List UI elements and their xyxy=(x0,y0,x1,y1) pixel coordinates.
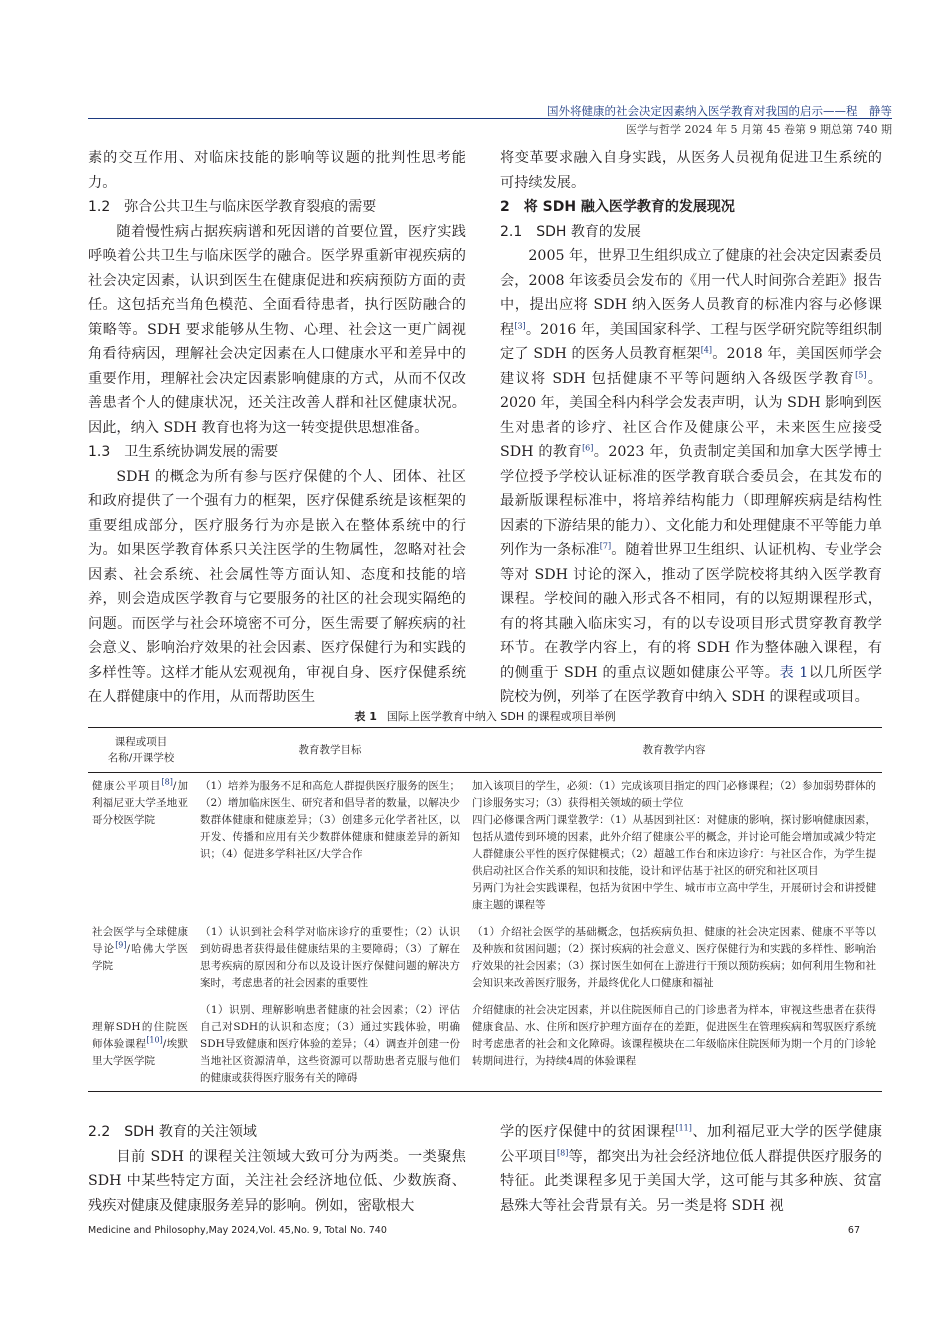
paragraph: 随着慢性病占据疾病谱和死因谱的首要位置，医疗实践呼唤着公共卫生与临床医学的融合。医学界重新审视疾病的社会决定因素，认识到医生在健康促进和疾病预防方面的责任。这包括充当角色模范、全面看待患者，执行医防融合的策略等。SDH 要求能够从生物、心理、社会这一更广阔视角看待病因，理解社会决定因素在人口健康水平和差异中的重要作用，理解社会决定因素影响健康的方式，从而不仅改善患者个人的健康状况，还关注改善人群和社区健康状况。因此，纳入 SDH 教育也将为这一转变提供思想准备。 xyxy=(88,223,466,436)
paragraph: SDH 的概念为所有参与医疗保健的个人、团体、社区和政府提供了一个强有力的框架，医疗保健系统是该框架的重要组成部分，医疗服务行为亦是嵌入在整体系统中的行为。如果医学教育体系只关注医学的生物属性，忽略对社会因素、社会系统、社会属性等方面认知、态度和技能的培养，则会造成医学教育与它要服务的社区的社会现实隔绝的问题。而医学与社会环境密不可分，医生需要了解疾病的社会意义、影响治疗效果的社会因素、医疗保健行为和实践的多样性等。这样才能从宏观视角，审视自身、医疗保健系统在人群健康中的作用，从而帮助医生 xyxy=(88,468,466,705)
content-cell: （1）介绍社会医学的基础概念，包括疾病负担、健康的社会决定因素、健康不平等以及种族和贫困问题；（2）探讨疾病的社会意义、医疗保健行为和实践的多样性、影响治疗效果的社会因素；（3）探讨医生如何在上游进行干预以预防疾病；如何利用生物和社会知识来改善医疗服务，并最终优化人口健康和福祉 xyxy=(472,926,876,989)
goal-cell: （1）培养为服务不足和高危人群提供医疗服务的医生；（2）增加临床医生、研究者和倡导者的数量，以解决少数群体健康和健康差异；（3）创建多元化学者社区，以开发、传播和应用有关少数群体健康和健康差异的新知识；（4）促进多学科社区/大学合作 xyxy=(200,780,460,860)
table-caption xyxy=(88,708,882,724)
running-head-rule xyxy=(88,118,892,119)
table-header-row xyxy=(88,728,882,773)
citation-link[interactable]: [3] xyxy=(514,320,526,330)
header-content: 教育教学内容 xyxy=(642,744,706,756)
section-heading-2-2: 2.2 SDH 教育的关注领域 xyxy=(88,1124,257,1140)
table-row xyxy=(88,996,882,1092)
section-heading-2-1: 2.1 SDH 教育的发展 xyxy=(500,223,641,240)
header-goal: 教育教学目标 xyxy=(298,744,362,756)
right-column xyxy=(500,146,882,710)
citation-link[interactable]: [11] xyxy=(675,1123,692,1133)
citation-link[interactable]: [10] xyxy=(146,1035,163,1045)
left-column xyxy=(88,146,466,710)
section-heading-2: 2 将 SDH 融入医学教育的发展现况 xyxy=(500,199,735,215)
citation-link[interactable]: [7] xyxy=(599,541,612,551)
table-caption-text: 国际上医学教育中纳入 SDH 的课程或项目举例 xyxy=(386,710,616,723)
courses-table xyxy=(88,727,882,1092)
table-row xyxy=(88,773,882,919)
citation-link[interactable]: [6] xyxy=(582,443,594,453)
running-head-issue: 医学与哲学 2024 年 5 月第 45 卷第 9 期总第 740 期 xyxy=(626,123,892,136)
running-head xyxy=(547,100,892,119)
paragraph: 素的交互作用、对临床技能的影响等议题的批判性思考能力。 xyxy=(88,150,466,191)
citation-link[interactable]: [4] xyxy=(700,345,713,355)
goal-cell: （1）认识到社会科学对临床诊疗的重要性；（2）认识到妨碍患者获得最佳健康结果的主要障碍；（3）了解在思考疾病的原因和分布以及设计医疗保健问题的解决方案时，考虑患者的社会因素的重要性 xyxy=(200,926,460,989)
paragraph: 目前 SDH 的课程关注领域大致可分为两类。一类聚焦 SDH 中某些特定方面，关注社会经济地位低、少数族裔、残疾对健康及健康服务差异的影响。例如，密歇根大 xyxy=(88,1148,466,1214)
running-head-title: 国外将健康的社会决定因素纳入医学教育对我国的启示——程 静等 xyxy=(547,104,892,118)
citation-link[interactable]: [8] xyxy=(161,777,173,787)
header-course-name: 课程或项目 名称/开课学校 xyxy=(107,736,175,764)
content-cell: 加入该项目的学生，必须：（1）完成该项目指定的四门必修课程；（2）参加弱势群体的门诊服务实习；（3）获得相关领域的硕士学位 四门必修课含两门课堂教学：（1）从基因到社区：对健康的影响，探讨影响健康因素，包括从遗传到环境的因素，此外介绍了健康公平的概念，并讨论可能会增加或减少特定人群健康公平性的医疗保健模式；（2）超越工作台和床边诊疗：与社区合作，为学生提供启动社区合作关系的知识和技能，设计和评估基于社区的研究和社区项目 另两门为社会实践课程，包括为贫困中学生、城市市立高中学生，开展研讨会和讲授健康主题的课程等 xyxy=(472,780,876,911)
course-name-cell: 社会医学与全球健康导论[9]/哈佛大学医学院 xyxy=(92,926,189,972)
left-column-bottom xyxy=(88,1120,466,1218)
citation-link[interactable]: [9] xyxy=(115,940,127,950)
table-reference-link[interactable]: 表 1 xyxy=(779,664,809,681)
section-heading-1-2: 1.2 弥合公共卫生与临床医学教育裂痕的需要 xyxy=(88,199,377,215)
paragraph: 学的医疗保健中的贫困课程[11]、加利福尼亚大学的医学健康公平项目[8]等，都突出为社会经济地位低人群提供医疗服务的特征。此类课程多见于美国大学，这可能与其多种族、贫富悬殊大等社会背景有关。另一类是将 SDH 视 xyxy=(500,1123,882,1214)
goal-cell: （1）识别、理解影响患者健康的社会因素；（2）评估自己对SDH的认识和态度；（3）通过实践体验，明确SDH导致健康和医疗体验的差异；（4）调查并创建一份当地社区资源清单，这些资源可以帮助患者克服与他们的健康或获得医疗服务有关的障碍 xyxy=(200,1004,460,1084)
table-row xyxy=(88,918,882,996)
citation-link[interactable]: [8] xyxy=(557,1147,569,1157)
footer-journal: Medicine and Philosophy,May 2024,Vol. 45,No. 9, Total No. 740 xyxy=(88,1225,387,1236)
citation-link[interactable]: [5] xyxy=(855,369,867,379)
page-number: 67 xyxy=(847,1225,860,1236)
course-name-cell: 理解SDH的住院医师体验课程[10]/埃默里大学医学院 xyxy=(92,1021,188,1067)
paragraph: 2005 年，世界卫生组织成立了健康的社会决定因素委员会，2008 年该委员会发布的《用一代人时间弥合差距》报告中，提出应将 SDH 纳入医务人员教育的标准内容与必修课程[3]。2016 年，美国国家科学、工程与医学研究院等组织制定了 SDH 的医务人员教育框架[4]。2018 年，美国医师学会建议将 SDH 包括健康不平等问题纳入各级医学教育[5]。2020 年，美国全科内科学会发表声明，认为 SDH 影响到医生对患者的诊疗、社区合作及健康公平，未来医生应接受 SDH 的教育[6]。2023 年，负责制定美国和加拿大医学博士学位授予学校认证标准的医学教育联合委员会，在其发布的最新版课程标准中，将培养结构能力（即理解疾病是结构性因素的下游结果的能力）、文化能力和处理健康不平等能力单列作为一条标准[7]。随着世界卫生组织、认证机构、专业学会等对 SDH 讨论的深入，推动了医学院校将其纳入医学教育课程。学校间的融入形式各不相同，有的以短期课程形式，有的将其融入临床实习，有的以专设项目形式贯穿教育教学环节。在教学内容上，有的将 SDH 作为整体融入课程，有的侧重于 SDH 的重点议题如健康公平等。表 1以几所医学院校为例，列举了在医学教育中纳入 SDH 的课程或项目。 xyxy=(500,248,882,705)
paragraph: 将变革要求融入自身实践，从医务人员视角促进卫生系统的可持续发展。 xyxy=(500,150,882,191)
right-column-bottom xyxy=(500,1120,882,1218)
content-cell: 介绍健康的社会决定因素，并以住院医师自己的门诊患者为样本，审视这些患者在获得健康食品、水、住所和医疗护理方面存在的差距，促进医生在管理疾病和驾驭医疗系统时考虑患者的社会和文化障碍。该课程模块在二年级临床住院医师为期一个月的门诊轮转期间进行，为持续4周的体验课程 xyxy=(472,1004,876,1067)
table-label: 表 1 xyxy=(354,710,377,723)
section-heading-1-3: 1.3 卫生系统协调发展的需要 xyxy=(88,444,279,460)
course-name-cell: 健康公平项目[8]/加利福尼亚大学圣地亚哥分校医学院 xyxy=(92,777,188,826)
